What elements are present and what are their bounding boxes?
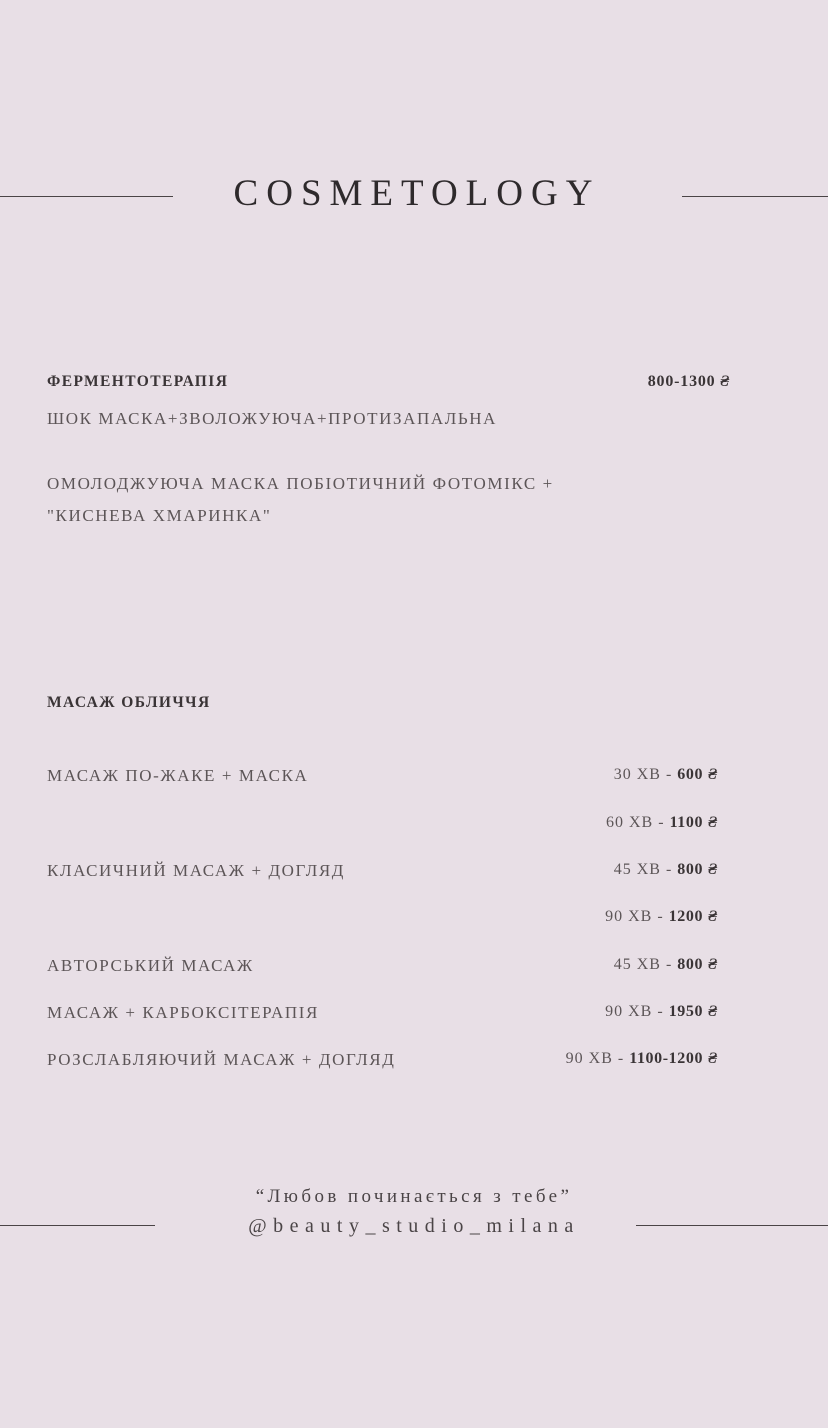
duration: 30 ХВ -	[613, 766, 673, 783]
footer-rule-right	[636, 1225, 828, 1226]
duration: 60 ХВ -	[606, 814, 665, 831]
price-value: 800	[677, 956, 704, 973]
currency-sign: ₴	[708, 908, 718, 925]
service-price	[605, 908, 718, 926]
currency-sign: ₴	[708, 814, 718, 831]
service-line: ОМОЛОДЖУЮЧА МАСКА ПОБІОТИЧНИЙ ФОТОМІКС +	[47, 474, 554, 493]
currency-sign: ₴	[720, 373, 730, 390]
currency-sign: ₴	[708, 1003, 718, 1020]
service-name: РОЗСЛАБЛЯЮЧИЙ МАСАЖ + ДОГЛЯД	[47, 1050, 396, 1069]
page-title: COSMETOLOGY	[233, 173, 601, 214]
price-value: 800-1300	[647, 373, 716, 390]
service-price	[614, 861, 718, 879]
service-name: МАСАЖ ПО-ЖАКЕ + МАСКА	[47, 766, 309, 785]
duration: 90 ХВ -	[565, 1050, 625, 1067]
service-price	[614, 956, 718, 974]
price-value: 1100-1200	[629, 1050, 704, 1067]
price-value: 1100	[669, 814, 704, 831]
price-value: 1950	[668, 1003, 704, 1020]
duration: 45 ХВ -	[613, 956, 673, 973]
section-heading-face-massage: МАСАЖ ОБЛИЧЧЯ	[47, 694, 211, 711]
duration: 90 ХВ -	[605, 908, 664, 925]
service-name: АВТОРСЬКИЙ МАСАЖ	[47, 956, 254, 975]
currency-sign: ₴	[708, 956, 718, 973]
currency-sign: ₴	[708, 1050, 718, 1067]
header-rule-right	[682, 196, 828, 197]
service-line: "КИСНЕВА ХМАРИНКА"	[47, 506, 272, 525]
section-heading-enzyme-therapy: ФЕРМЕНТОТЕРАПІЯ	[47, 373, 229, 390]
enzyme-therapy-price	[648, 373, 730, 391]
duration: 45 ХВ -	[613, 861, 673, 878]
service-name: МАСАЖ + КАРБОКСІТЕРАПІЯ	[47, 1003, 319, 1022]
footer-quote: “Любов починається з тебе”	[255, 1186, 573, 1207]
duration: 90 ХВ -	[605, 1003, 664, 1020]
price-value: 1200	[668, 908, 704, 925]
currency-sign: ₴	[708, 766, 718, 783]
service-price	[566, 1050, 718, 1068]
service-line: ШОК МАСКА+ЗВОЛОЖУЮЧА+ПРОТИЗАПАЛЬНА	[47, 409, 498, 428]
price-value: 600	[677, 766, 704, 783]
instagram-handle: @beauty_studio_milana	[248, 1215, 580, 1237]
service-name: КЛАСИЧНИЙ МАСАЖ + ДОГЛЯД	[47, 861, 345, 880]
service-price	[606, 814, 718, 832]
service-price	[605, 1003, 718, 1021]
price-value: 800	[677, 861, 704, 878]
service-price	[614, 766, 718, 784]
currency-sign: ₴	[708, 861, 718, 878]
